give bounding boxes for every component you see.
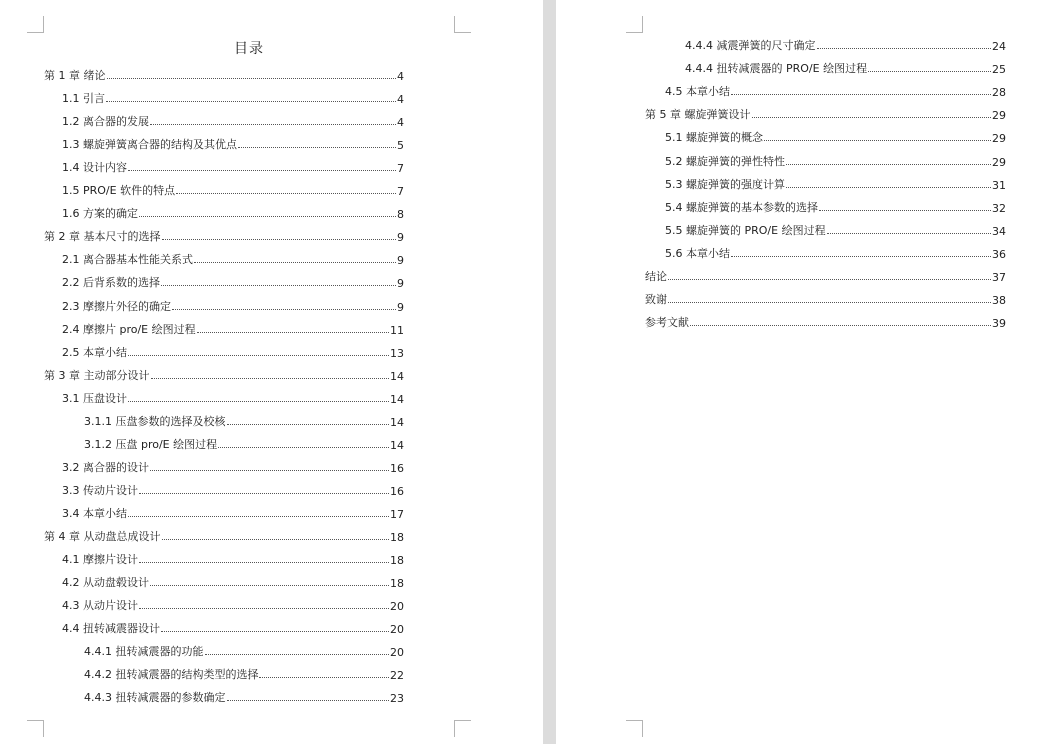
toc-dot-leader: [161, 285, 396, 286]
toc-dot-leader: [106, 101, 396, 102]
toc-dot-leader: [786, 187, 991, 188]
toc-dot-leader: [764, 140, 991, 141]
toc-entry-label: 4.4.4 扭转减震器的 PRO/E 绘图过程: [685, 62, 868, 76]
toc-entry-page-number: 20: [390, 646, 404, 660]
toc-dot-leader: [227, 700, 390, 701]
toc-entry-label: 4.4.1 扭转减震器的功能: [84, 645, 204, 659]
toc-entry-page-number: 20: [390, 623, 404, 637]
toc-dot-leader: [690, 325, 991, 326]
toc-entry-page-number: 29: [992, 109, 1006, 123]
toc-entry[interactable]: [62, 618, 404, 636]
toc-entry[interactable]: [62, 480, 404, 498]
toc-entry-label: 第 2 章 基本尺寸的选择: [44, 230, 161, 244]
toc-entry-page-number: 20: [390, 600, 404, 614]
toc-entry[interactable]: [665, 220, 1006, 238]
toc-dot-leader: [205, 654, 390, 655]
toc-entry[interactable]: [62, 203, 404, 221]
page-right: [556, 0, 1054, 744]
toc-dot-leader: [128, 401, 389, 402]
toc-dot-leader: [218, 447, 389, 448]
toc-dot-leader: [128, 355, 389, 356]
toc-dot-leader: [150, 124, 396, 125]
toc-entry-page-number: 17: [390, 507, 404, 521]
toc-entry[interactable]: [62, 457, 404, 475]
toc-entry[interactable]: [62, 88, 404, 106]
toc-entry[interactable]: [44, 365, 404, 383]
toc-entry[interactable]: [665, 243, 1006, 261]
toc-entry-label: 4.2 从动盘毂设计: [62, 576, 149, 590]
toc-entry-label: 5.1 螺旋弹簧的概念: [665, 131, 763, 145]
toc-entry-label: 2.4 摩擦片 pro/E 绘图过程: [62, 322, 196, 336]
toc-entry-label: 2.5 本章小结: [62, 345, 127, 359]
toc-dot-leader: [197, 332, 389, 333]
toc-entry-label: 4.3 从动片设计: [62, 599, 138, 613]
toc-entry-page-number: 36: [992, 247, 1006, 261]
toc-entry[interactable]: [62, 319, 404, 337]
crop-mark-top-left: [27, 16, 44, 33]
toc-entry[interactable]: [665, 174, 1006, 192]
toc-entry-page-number: 37: [992, 271, 1006, 284]
crop-mark-bottom-left: [27, 720, 44, 737]
toc-entry-page-number: 29: [992, 155, 1006, 169]
toc-entry[interactable]: [645, 312, 1006, 330]
toc-entry-label: 第 1 章 绪论: [44, 69, 106, 82]
toc-entry-page-number: 28: [992, 86, 1006, 100]
toc-entry[interactable]: [665, 197, 1006, 215]
toc-entry[interactable]: [645, 104, 1006, 122]
toc-entry-page-number: 9: [397, 277, 404, 291]
toc-entry-page-number: 7: [397, 162, 404, 176]
toc-entry-page-number: 39: [992, 317, 1006, 331]
toc-dot-leader: [151, 378, 390, 379]
toc-entry[interactable]: [84, 641, 404, 659]
toc-entry-label: 5.3 螺旋弹簧的强度计算: [665, 177, 785, 191]
toc-entry-label: 第 3 章 主动部分设计: [44, 368, 150, 382]
toc-entry-label: 结论: [645, 270, 667, 283]
toc-entry-page-number: 14: [390, 392, 404, 406]
toc-entry-page-number: 22: [390, 669, 404, 683]
toc-entry-page-number: 18: [390, 554, 404, 568]
toc-entry-label: 4.5 本章小结: [665, 85, 730, 99]
toc-entry-page-number: 25: [992, 63, 1006, 77]
page-gutter: [543, 0, 556, 744]
toc-entry[interactable]: [44, 65, 404, 83]
toc-entry[interactable]: [62, 180, 404, 198]
toc-entry-label: 5.2 螺旋弹簧的弹性特性: [665, 154, 785, 168]
toc-entry-label: 2.1 离合器基本性能关系式: [62, 253, 193, 267]
toc-dot-leader: [128, 516, 389, 517]
toc-dot-leader: [162, 239, 397, 240]
toc-entry[interactable]: [685, 58, 1006, 76]
toc-entry[interactable]: [665, 151, 1006, 169]
toc-entry[interactable]: [62, 503, 404, 521]
toc-entry-label: 5.5 螺旋弹簧的 PRO/E 绘图过程: [665, 223, 826, 237]
toc-entry-label: 3.4 本章小结: [62, 506, 127, 520]
toc-entry[interactable]: [44, 526, 404, 544]
toc-entry-page-number: 9: [397, 231, 404, 245]
toc-dot-leader: [139, 493, 389, 494]
toc-dot-leader: [259, 677, 389, 678]
toc-entry-label: 3.1.1 压盘参数的选择及校核: [84, 414, 226, 428]
toc-entry-label: 1.5 PRO/E 软件的特点: [62, 184, 176, 198]
toc-dot-leader: [817, 48, 992, 49]
toc-entry-page-number: 4: [397, 116, 404, 130]
crop-mark-top-right: [454, 16, 471, 33]
toc-entry-page-number: 13: [390, 346, 404, 360]
toc-dot-leader: [172, 309, 396, 310]
toc-entry[interactable]: [62, 595, 404, 613]
toc-entry[interactable]: [62, 157, 404, 175]
crop-mark-bottom-right: [454, 720, 471, 737]
toc-dot-leader: [150, 470, 389, 471]
toc-entry[interactable]: [62, 572, 404, 590]
toc-dot-leader: [731, 94, 991, 95]
toc-dot-leader: [139, 608, 389, 609]
toc-entry[interactable]: [84, 687, 404, 705]
toc-dot-leader: [752, 117, 992, 118]
toc-entry-label: 4.1 摩擦片设计: [62, 553, 138, 567]
toc-entry-page-number: 38: [992, 294, 1006, 308]
toc-entry[interactable]: [665, 81, 1006, 99]
toc-entry-label: 第 4 章 从动盘总成设计: [44, 530, 161, 543]
toc-dot-leader: [238, 147, 396, 148]
toc-entry-page-number: 4: [397, 93, 404, 107]
toc-dot-leader: [827, 233, 991, 234]
toc-entry-page-number: 5: [397, 139, 404, 153]
toc-entry-page-number: 18: [390, 531, 404, 544]
toc-entry-label: 1.1 引言: [62, 92, 105, 106]
toc-entry-label: 参考文献: [645, 316, 689, 330]
crop-mark-bottom-left: [626, 720, 643, 737]
toc-dot-leader: [194, 262, 396, 263]
toc-dot-leader: [819, 210, 991, 211]
toc-title: 目录: [234, 41, 264, 57]
toc-entry[interactable]: [62, 249, 404, 267]
toc-entry-page-number: 34: [992, 224, 1006, 238]
toc-entry-page-number: 11: [390, 323, 404, 337]
toc-entry-label: 4.4.2 扭转减震器的结构类型的选择: [84, 668, 259, 682]
toc-entry-page-number: 9: [397, 254, 404, 268]
toc-entry-label: 3.1 压盘设计: [62, 391, 127, 405]
toc-entry[interactable]: [44, 226, 404, 244]
toc-entry-page-number: 9: [397, 300, 404, 314]
toc-dot-leader: [107, 78, 397, 79]
toc-entry[interactable]: [645, 266, 1006, 284]
toc-dot-leader: [868, 71, 991, 72]
toc-dot-leader: [150, 585, 389, 586]
toc-entry-label: 4.4.3 扭转减震器的参数确定: [84, 691, 226, 705]
toc-entry-page-number: 4: [397, 70, 404, 83]
toc-entry-page-number: 23: [390, 692, 404, 706]
toc-entry[interactable]: [665, 127, 1006, 145]
toc-entry-label: 5.6 本章小结: [665, 246, 730, 260]
toc-entry-label: 5.4 螺旋弹簧的基本参数的选择: [665, 200, 818, 214]
toc-dot-leader: [227, 424, 390, 425]
toc-entry-page-number: 29: [992, 132, 1006, 146]
toc-entry-page-number: 31: [992, 178, 1006, 192]
toc-entry-label: 1.6 方案的确定: [62, 207, 138, 221]
toc-entry-page-number: 32: [992, 201, 1006, 215]
toc-entry[interactable]: [62, 549, 404, 567]
toc-dot-leader: [161, 631, 389, 632]
toc-entry[interactable]: [685, 35, 1006, 53]
toc-entry[interactable]: [62, 134, 404, 152]
toc-entry-page-number: 14: [390, 438, 404, 452]
toc-entry-page-number: 16: [390, 461, 404, 475]
toc-entry[interactable]: [62, 272, 404, 290]
toc-entry-page-number: 8: [397, 208, 404, 222]
toc-entry-page-number: 16: [390, 484, 404, 498]
toc-entry[interactable]: [62, 296, 404, 314]
toc-dot-leader: [786, 164, 991, 165]
toc-entry-label: 第 5 章 螺旋弹簧设计: [645, 108, 751, 122]
toc-entry-label: 2.3 摩擦片外径的确定: [62, 299, 171, 313]
toc-entry-label: 2.2 后背系数的选择: [62, 276, 160, 290]
toc-entry-label: 致谢: [645, 293, 667, 307]
toc-entry[interactable]: [645, 289, 1006, 307]
toc-dot-leader: [128, 170, 396, 171]
toc-dot-leader: [731, 256, 991, 257]
toc-entry[interactable]: [84, 664, 404, 682]
toc-dot-leader: [139, 216, 396, 217]
toc-entry[interactable]: [62, 342, 404, 360]
toc-entry[interactable]: [84, 434, 404, 452]
toc-entry-label: 1.3 螺旋弹簧离合器的结构及其优点: [62, 138, 237, 152]
toc-entry-page-number: 14: [390, 415, 404, 429]
toc-dot-leader: [162, 539, 390, 540]
toc-entry-label: 3.2 离合器的设计: [62, 460, 149, 474]
toc-entry-label: 4.4.4 减震弹簧的尺寸确定: [685, 39, 816, 52]
toc-entry-label: 3.3 传动片设计: [62, 483, 138, 497]
toc-entry[interactable]: [62, 388, 404, 406]
toc-entry[interactable]: [84, 411, 404, 429]
toc-dot-leader: [139, 562, 389, 563]
toc-entry[interactable]: [62, 111, 404, 129]
toc-entry-page-number: 14: [390, 369, 404, 383]
toc-entry-label: 3.1.2 压盘 pro/E 绘图过程: [84, 437, 218, 451]
crop-mark-top-left: [626, 16, 643, 33]
toc-entry-label: 1.4 设计内容: [62, 161, 127, 175]
toc-dot-leader: [668, 302, 991, 303]
toc-entry-page-number: 24: [992, 40, 1006, 53]
toc-entry-page-number: 7: [397, 185, 404, 199]
toc-entry-label: 1.2 离合器的发展: [62, 115, 149, 129]
toc-entry-page-number: 18: [390, 577, 404, 591]
toc-dot-leader: [176, 193, 396, 194]
toc-entry-label: 4.4 扭转减震器设计: [62, 622, 160, 636]
toc-dot-leader: [668, 279, 991, 280]
